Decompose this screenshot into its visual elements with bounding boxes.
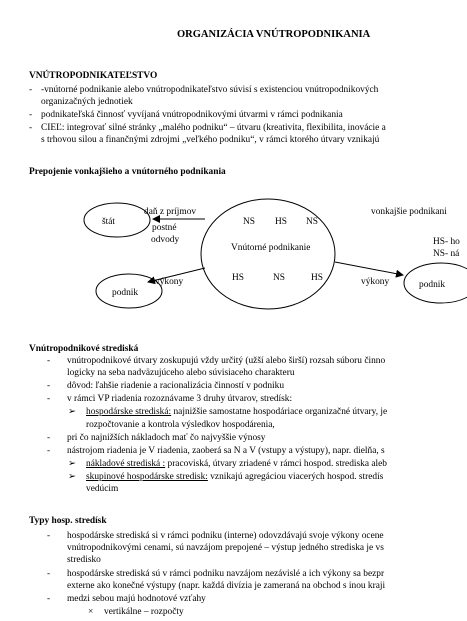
sub-list-item bbox=[86, 406, 387, 418]
label-dan: daň z príjmov bbox=[144, 207, 197, 217]
cross-bullet-icon: × bbox=[88, 607, 94, 617]
label-hs: HS bbox=[311, 273, 323, 283]
label-ns: NS bbox=[306, 217, 318, 227]
label-ns: NS bbox=[243, 217, 255, 227]
list-item-continuation: s trhovou silou a finančnými zdrojmi „veľkého podniku“, v rámci ktorého útvary vznikajú bbox=[41, 135, 380, 145]
label-vonkajsie-podnikanie: vonkajšie podnikani bbox=[371, 207, 447, 217]
label-podnik-left: podnik bbox=[112, 288, 139, 298]
bullet-dash: - bbox=[47, 594, 51, 604]
label-postne: postné bbox=[152, 223, 177, 233]
list-item-continuation: logicky na seba nadväzujúceho alebo súvisiaceho charakteru bbox=[67, 368, 295, 378]
list-item: podnikateľská činnosť vyvíjaná vnútropodnikovými útvarmi v rámci podnikania bbox=[41, 110, 343, 120]
list-item: hospodárske strediská sú v rámci podniku navzájom nezávislé a ich výkony sa bezpr bbox=[67, 569, 385, 579]
definition: pracoviská, útvary zriadené v rámci hospod. strediska aleb bbox=[165, 459, 387, 469]
list-item-continuation: vnútropodnikovými cenami, sú navzájom prepojené – výstup jedného strediska je vs bbox=[67, 543, 384, 553]
arrow-vykony-right bbox=[335, 262, 403, 275]
arrow-bullet-icon: ➢ bbox=[68, 459, 76, 469]
term-skupinove-strediska: skupinové hospodárske stredisk: bbox=[86, 472, 208, 482]
sub-list-item bbox=[86, 458, 387, 470]
arrow-bullet-icon: ➢ bbox=[68, 407, 76, 417]
section-heading-vnutropodnikatelstvo: VNÚTROPODNIKATEĽSTVO bbox=[29, 71, 158, 81]
label-vykony-right: výkony bbox=[361, 277, 390, 287]
label-vykony-left: výkony bbox=[155, 277, 184, 287]
sub-list-item-continuation: vedúcim bbox=[86, 484, 119, 494]
term-hospodarske-strediska: hospodárske strediská: bbox=[86, 407, 172, 417]
section-heading-typy: Typy hosp. stredísk bbox=[29, 516, 107, 526]
bullet-dash: - bbox=[47, 356, 51, 366]
label-vnutorne-podnikanie: Vnútorné podnikanie bbox=[231, 243, 311, 253]
bullet-dash: - bbox=[47, 446, 51, 456]
definition: najnižšie samostatne hospodáriace organizačné útvary, je bbox=[171, 407, 388, 417]
list-item: v rámci VP riadenia rozoznávame 3 druhy útvarov, stredísk: bbox=[67, 394, 293, 404]
ellipse-stat bbox=[84, 203, 150, 237]
bullet-dash: - bbox=[47, 531, 51, 541]
definition: vznikajú agregáciou viacerých hospod. stredís bbox=[207, 472, 384, 482]
list-item: hospodárske strediská si v rámci podniku (interne) odovzdávajú svoje výkony ocene bbox=[67, 531, 384, 541]
bullet-dash: - bbox=[47, 381, 51, 391]
term-nakladove-strediska: nákladové strediská : bbox=[86, 459, 166, 469]
label-podnik-right: podnik bbox=[419, 280, 446, 290]
list-item: CIEĽ: integrovať silné stránky „malého podniku“ – útvaru (kreativita, flexibilita, inovácie a bbox=[41, 123, 386, 133]
bullet-dash: - bbox=[47, 394, 51, 404]
bullet-dash: - bbox=[29, 123, 33, 133]
page-title: ORGANIZÁCIA VNÚTROPODNIKANIA bbox=[177, 29, 371, 40]
list-item: dôvod: ľahšie riadenie a racionalizácia činností v podniku bbox=[67, 381, 285, 391]
label-hs-ho: HS- ho bbox=[433, 237, 460, 247]
bullet-dash: - bbox=[29, 85, 33, 95]
list-item: medzi sebou majú hodnotové vzťahy bbox=[67, 594, 206, 604]
ellipse-vnutorne-podnikanie bbox=[201, 199, 335, 309]
label-hs: HS bbox=[275, 217, 287, 227]
list-item: vnútropodnikové útvary zoskupujú vždy určitý (užší alebo širší) rozsah súboru činno bbox=[67, 356, 386, 366]
label-ns: NS bbox=[273, 273, 285, 283]
label-ns-na: NS- ná bbox=[433, 249, 460, 259]
list-item: nástrojom riadenia je V riadenia, zaoberá sa N a V (vstupy a výstupy), napr. dielňa, s bbox=[67, 446, 385, 456]
arrow-bullet-icon: ➢ bbox=[68, 472, 76, 482]
list-item-continuation: stredisko bbox=[67, 555, 101, 565]
sub-list-item: vertikálne – rozpočty bbox=[104, 607, 184, 617]
sub-list-item-continuation: rozpočtovanie a kontrola výsledkov hospodárenia, bbox=[86, 420, 275, 430]
section-heading-strediska: Vnútropodnikové strediská bbox=[29, 344, 139, 354]
sub-list-item bbox=[86, 471, 383, 483]
bullet-dash: - bbox=[47, 569, 51, 579]
list-item: pri čo najnižších nákladoch mať čo najvyššie výnosy bbox=[67, 433, 266, 443]
bullet-dash: - bbox=[47, 433, 51, 443]
label-hs: HS bbox=[232, 273, 244, 283]
label-odvody: odvody bbox=[151, 235, 180, 245]
list-item: -vnútorné podnikanie alebo vnútropodnikateľstvo súvisí s existenciou vnútropodnikových bbox=[41, 85, 379, 95]
bullet-dash: - bbox=[29, 110, 33, 120]
section-heading-prepojenie: Prepojenie vonkajšieho a vnútorného podnikania bbox=[29, 167, 226, 177]
label-stat: štát bbox=[102, 217, 116, 227]
list-item-continuation: externe ako konečné výstupy (napr. každá divízia je zameraná na obchod s inou kraji bbox=[67, 581, 386, 591]
list-item-continuation: organizačných jednotiek bbox=[41, 97, 133, 107]
